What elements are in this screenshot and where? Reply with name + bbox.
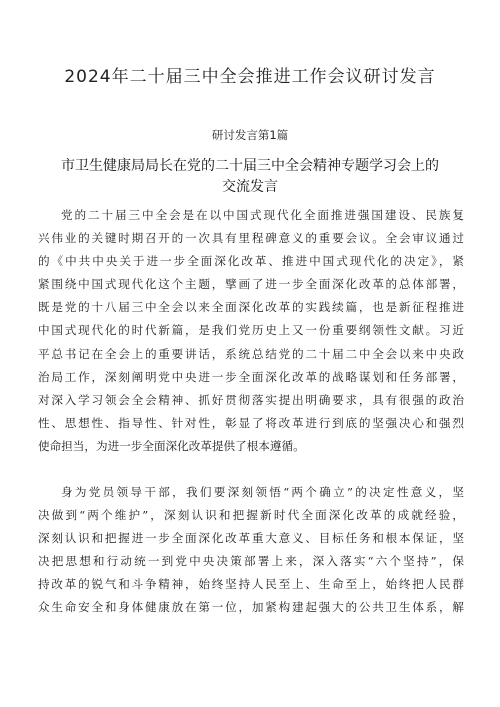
- part-label: 研讨发言第1篇: [211, 128, 289, 142]
- speech-title: [40, 156, 460, 198]
- paragraph-line: 性、思想性、指导性、针对性，彰显了将改革进行到底的坚强决心和强烈: [38, 415, 464, 430]
- paragraph-line: 持改革的锐气和斗争精神，始终坚持人民至上、生命至上，始终把人民群: [38, 577, 464, 592]
- paragraph-line: 治局工作，深刻阐明党中央进一步全面深化改革的战略谋划和任务部署，: [38, 369, 464, 384]
- paragraph-line: 决把思想和行动统一到党中央决策部署上来，深入落实“六个坚持”，保: [38, 554, 464, 569]
- speech-title-line: 市卫生健康局局长在党的二十届三中全会精神专题学习会上的: [61, 158, 439, 174]
- paragraph-1: [38, 204, 464, 458]
- paragraph-line: 紧围绕中国式现代化这个主题，擘画了进一步全面深化改革的总体部署，: [38, 277, 464, 292]
- paragraph-line: 既是党的十八届三中全会以来全面深化改革的实践续篇，也是新征程推进: [38, 300, 464, 315]
- paragraph-line: 的《中共中央关于进一步全面深化改革、推进中国式现代化的决定》，紧: [38, 254, 464, 269]
- paragraph-line: 兴伟业的关键时期召开的一次具有里程碑意义的重要会议。全会审议通过: [38, 231, 464, 246]
- paragraph-line: 对深入学习领会全会精神、抓好贯彻落实提出明确要求，具有很强的政治: [38, 392, 464, 407]
- paragraph-line: 众生命安全和身体健康放在第一位，加紧构建起强大的公共卫生体系，解: [38, 600, 464, 615]
- document-title: 2024年二十届三中全会推进工作会议研讨发言: [64, 67, 436, 87]
- paragraph-line: 平总书记在全会上的重要讲话，系统总结党的二十届二中全会以来中央政: [38, 346, 464, 361]
- paragraph-2: [38, 481, 464, 620]
- paragraph-line: 深刻认识和把握进一步全面深化改革重大意义、目标任务和根本保证，坚: [38, 531, 464, 546]
- paragraph-line: 身为党员领导干部，我们要深刻领悟“两个确立”的决定性意义，坚: [61, 485, 464, 499]
- paragraph-line: 中国式现代化的时代新篇，是我们党历史上又一份重要纲领性文献。习近: [38, 323, 464, 338]
- paragraph-line: 决做到“两个维护”，深刻认识和把握新时代全面深化改革的成就经验，: [38, 508, 464, 523]
- paragraph-line: 党的二十届三中全会是在以中国式现代化全面推进强国建设、民族复: [61, 208, 464, 222]
- speech-title-line: 交流发言: [222, 179, 278, 195]
- paragraph-line: 使命担当，为进一步全面深化改革提供了根本遵循。: [38, 438, 305, 453]
